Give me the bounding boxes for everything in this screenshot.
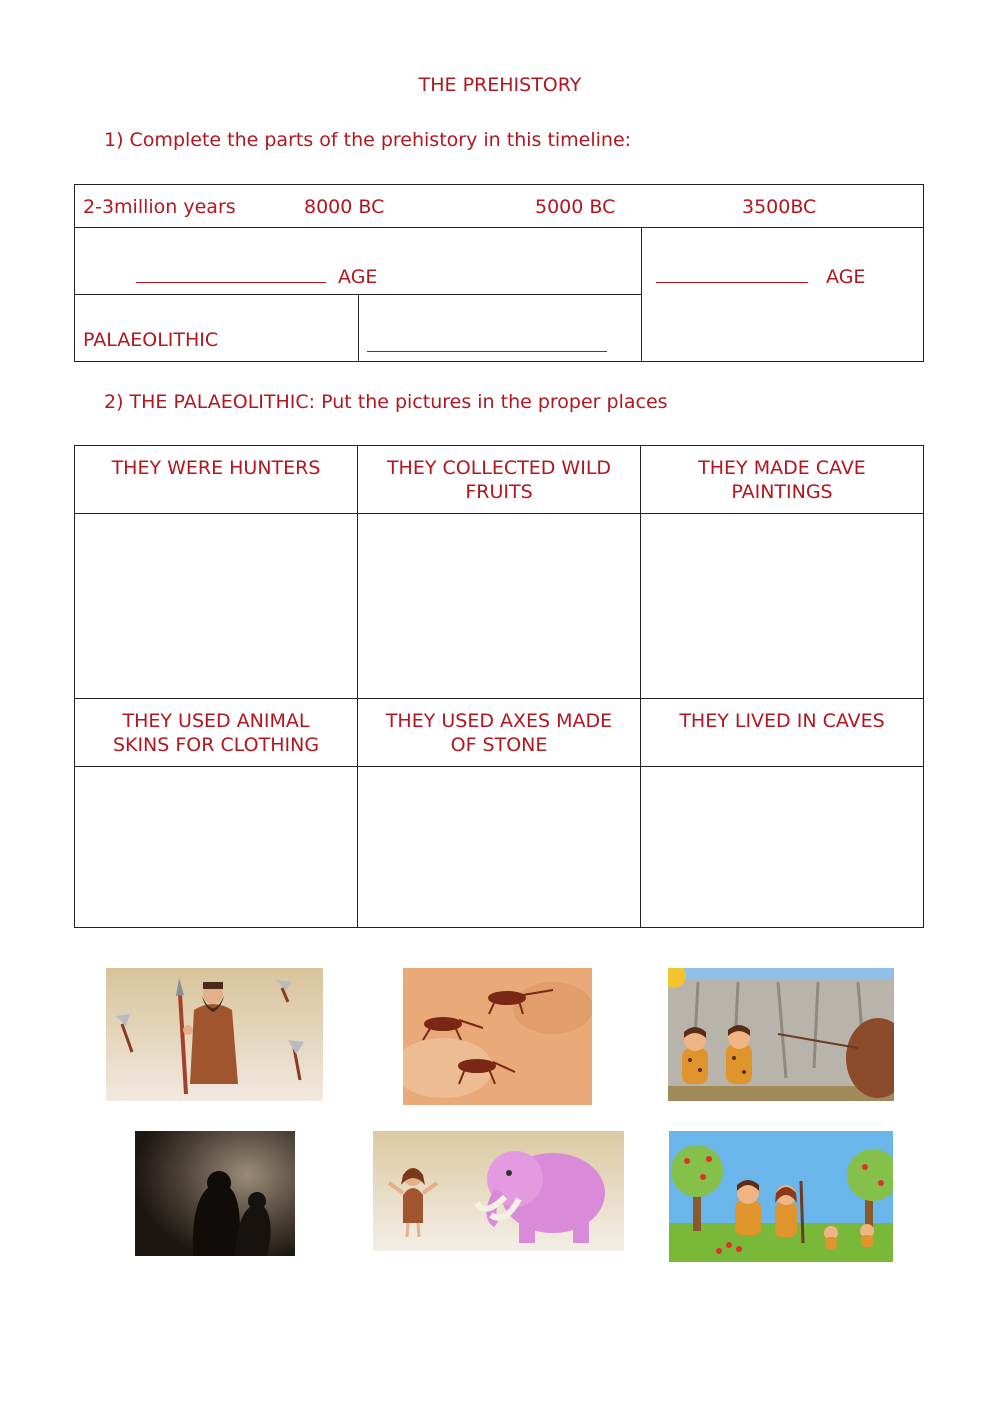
category-hunters: THEY WERE HUNTERS [75, 446, 358, 514]
page-title: THE PREHISTORY [418, 74, 582, 96]
age-blank-right[interactable] [656, 262, 808, 283]
date-5000bc: 5000 BC [535, 196, 616, 218]
category-animal-skins: THEY USED ANIMAL SKINS FOR CLOTHING [75, 699, 358, 767]
picture-wild-fruits[interactable] [669, 1131, 893, 1262]
date-8000bc: 8000 BC [304, 196, 385, 218]
category-grid [74, 445, 924, 928]
category-lived-in-caves: THEY LIVED IN CAVES [641, 699, 924, 767]
date-start: 2-3million years [83, 196, 236, 218]
picture-cave-painting[interactable] [403, 968, 592, 1105]
picture-cave[interactable] [135, 1131, 295, 1256]
age-label-left: AGE [338, 266, 378, 288]
drop-zone-animal-skins[interactable] [75, 767, 358, 928]
picture-animal-skins[interactable] [373, 1131, 624, 1251]
metal-age-cell [642, 228, 924, 362]
stone-age-cell [75, 228, 642, 295]
picture-hunters[interactable] [668, 968, 894, 1101]
category-wild-fruits: THEY COLLECTED WILD FRUITS [358, 446, 641, 514]
drop-zone-cave-paintings[interactable] [641, 514, 924, 699]
age-blank-left[interactable] [136, 262, 326, 283]
palaeolithic-label: PALAEOLITHIC [83, 329, 219, 351]
timeline-dates-row [75, 185, 924, 228]
date-3500bc: 3500BC [742, 196, 817, 218]
question-2: 2) THE PALAEOLITHIC: Put the pictures in the proper places [104, 391, 668, 413]
picture-stone-axes[interactable] [106, 968, 323, 1101]
drop-zone-lived-in-caves[interactable] [641, 767, 924, 928]
category-stone-axes: THEY USED AXES MADE OF STONE [358, 699, 641, 767]
age-label-right: AGE [826, 266, 866, 288]
period-blank[interactable] [367, 331, 607, 352]
timeline-table [74, 184, 924, 362]
category-cave-paintings: THEY MADE CAVE PAINTINGS [641, 446, 924, 514]
drop-zone-wild-fruits[interactable] [358, 514, 641, 699]
question-1: 1) Complete the parts of the prehistory in this timeline: [104, 129, 632, 151]
periods-cell [75, 295, 642, 362]
drop-zone-hunters[interactable] [75, 514, 358, 699]
drop-zone-stone-axes[interactable] [358, 767, 641, 928]
